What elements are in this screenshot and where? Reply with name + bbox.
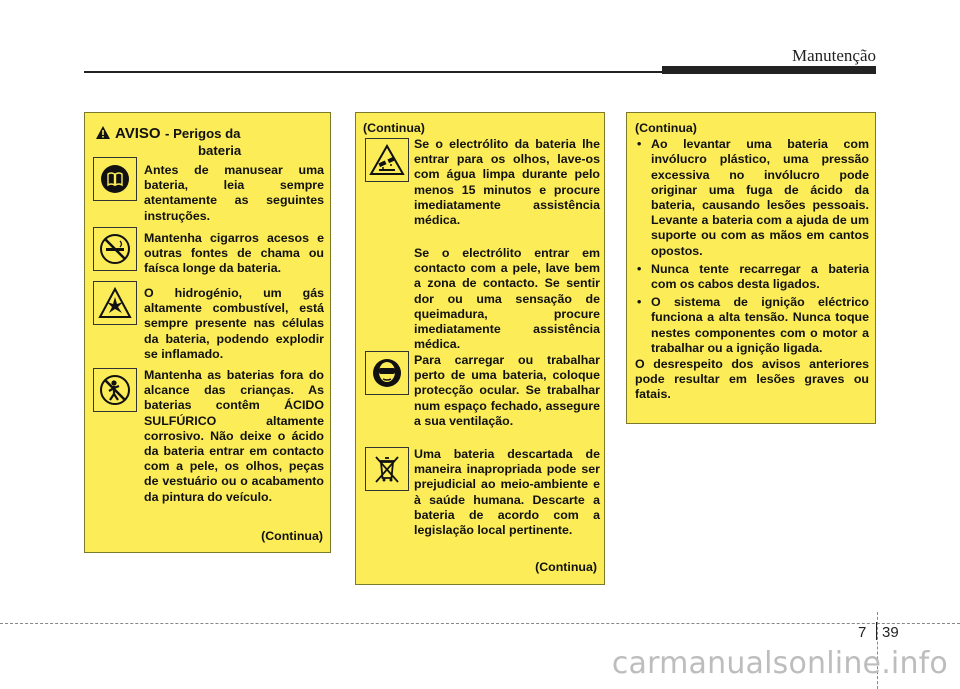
header-bar [662, 66, 876, 74]
panel2-text-eyes: Se o electrólito da bateria lhe entrar para os olhos, lave-os com água limpa durante pelo menos 15 minutos e procure imediatamente assistência médica. [414, 137, 600, 228]
page-number: 39 [882, 624, 899, 641]
no-smoking-icon [93, 227, 137, 271]
eye-protection-icon [365, 351, 409, 395]
panel2-text-skin: Se o electrólito entrar em contacto com a pele, lave bem a zona de contacto. Se sentir dor ou uma sensação de queimadura, procure imediatamente assistência médica. [414, 246, 600, 352]
footer-dashed-line [0, 623, 960, 624]
panel3-body [635, 121, 869, 403]
panel3-continua-top: (Continua) [635, 121, 697, 135]
panel1-text-children-acid: Mantenha as baterias fora do alcance das crianças. As baterias contêm ÁCIDO SULFÚRICO altamente corrosivo. Não deixe o ácido da bateria entrar em contacto com a pele, os olhos, peças de vestuário ou o acabamento da pintura do veículo. [144, 368, 324, 504]
warning-label: AVISO [115, 125, 161, 142]
panel3-closing: O desrespeito dos avisos anteriores pode resultar em lesões graves ou fatais. [635, 357, 869, 402]
list-item: • Nunca tente recarregar a bateria com os cabos desta ligados. [635, 262, 869, 292]
panel2-text-eye-protection: Para carregar ou trabalhar perto de uma bateria, coloque protecção ocular. Se trabalhar num espaço fechado, assegure a sua ventilação. [414, 353, 600, 428]
panel3-bullet-list [635, 137, 869, 356]
book-icon [93, 157, 137, 201]
list-item: • O sistema de ignição eléctrico funciona a alta tensão. Nunca toque nestes componentes com o motor a trabalhar ou a ignição ligada. [635, 295, 869, 356]
corrosive-icon [365, 138, 409, 182]
watermark: carmanualsonline.info [611, 646, 948, 681]
warning-panel-3 [626, 112, 876, 424]
list-item: • Ao levantar uma bateria com invólucro plástico, uma pressão excessiva no invólucro pode originar uma fuga de ácido da bateria, causando lesões pessoais. Levante a bateria com a ajuda de um suporte ou com as mãos em cantos opostos. [635, 137, 869, 259]
warning-title-line1: - Perigos da [165, 126, 241, 141]
warning-panel-2 [355, 112, 605, 585]
panel1-text-no-flames: Mantenha cigarros acesos e outras fontes de chama ou faísca longe da bateria. [144, 231, 324, 276]
keep-away-children-icon [93, 368, 137, 412]
page-header-title: Manutenção [791, 46, 876, 65]
warning-triangle-icon [95, 125, 111, 140]
explosion-icon [93, 281, 137, 325]
panel1-continua: (Continua) [261, 529, 323, 543]
panel2-continua-top: (Continua) [363, 121, 425, 135]
panel1-text-read-instructions: Antes de manusear uma bateria, leia sempre atentamente as seguintes instruções. [144, 163, 324, 223]
panel2-text-disposal: Uma bateria descartada de maneira inapropriada pode ser prejudicial ao meio-ambiente e à saúde humana. Descarte a bateria de acordo com a legislação local pertinente. [414, 447, 600, 538]
header-rule [84, 71, 662, 73]
panel1-text-hydrogen: O hidrogénio, um gás altamente combustível, está sempre presente nas células da bateria, podendo explodir se inflamado. [144, 286, 324, 361]
panel2-continua-bottom: (Continua) [535, 560, 597, 574]
warning-panel-1 [84, 112, 331, 553]
chapter-number: 7 [858, 624, 867, 641]
warning-title [95, 125, 325, 158]
disposal-bin-icon [365, 447, 409, 491]
footer-separator [876, 622, 877, 640]
warning-title-line2: bateria [198, 143, 242, 158]
